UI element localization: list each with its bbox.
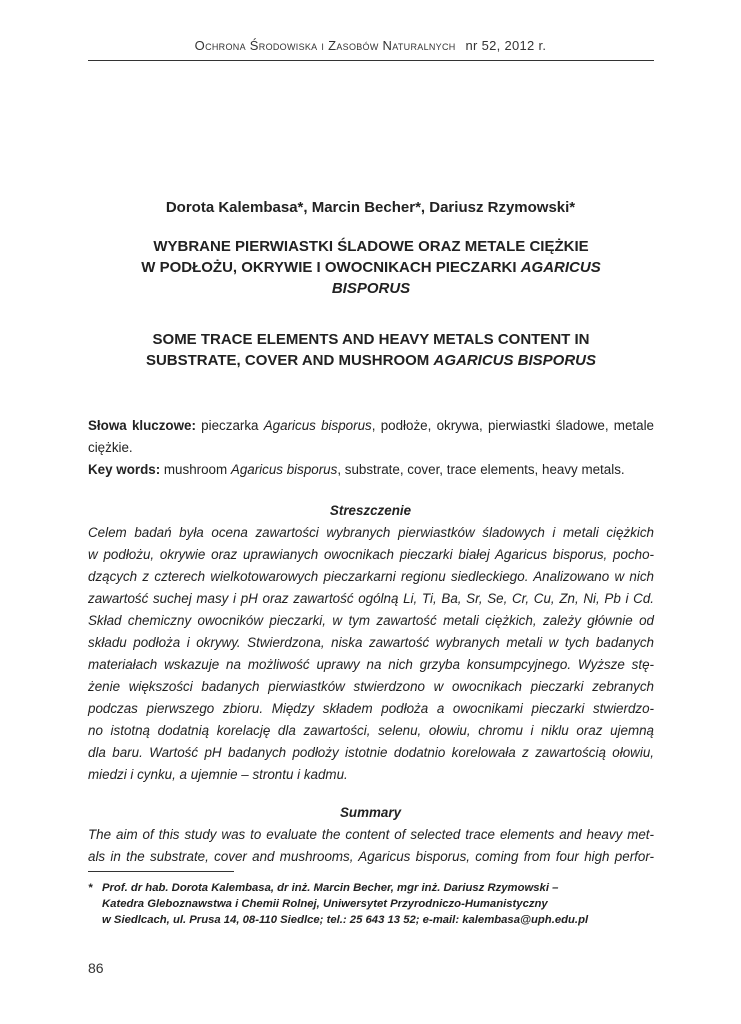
abstract-line: podczas pierwszego zbioru. Między składem podłoża a owocnikami pieczarki stwierdzo- (88, 701, 654, 716)
summary-heading: Summary (339, 805, 402, 820)
title-pl-line-2-text: W PODŁOŻU, OKRYWIE I OWOCNIKACH PIECZARKI (141, 259, 521, 276)
keywords-en-italic: Agaricus bisporus (230, 462, 338, 477)
summary-line: The aim of this study was to evaluate the content of selected trace elements and heavy met- (88, 827, 654, 842)
footnote-divider (88, 871, 234, 872)
summary-line: als in the substrate, cover and mushrooms, Agaricus bisporus, coming from four high perfor- (88, 849, 654, 864)
keywords-en-after: , substrate, cover, trace elements, heavy metals. (337, 462, 625, 477)
title-pl-line-3 (88, 278, 654, 299)
abstract-line: w podłożu, okrywie oraz uprawianych owocnikach pieczarki białej Agaricus bisporus, pocho- (88, 547, 654, 562)
abstract-line: żenie większości badanych pierwiastków stwierdzono w owocnikach pieczarki zebranych (88, 679, 654, 694)
running-header (0, 38, 741, 53)
abstract-line: składu podłoża i okrywy. Stwierdzona, niska zawartość wybranych metali w tych badanych (88, 635, 654, 650)
abstract-line: miedzi i cynku, a ujemnie – strontu i kadmu. (88, 767, 348, 782)
footnote-line: Katedra Gleboznawstwa i Chemii Rolnej, Uniwersytet Przyrodniczo-Humanistyczny (102, 898, 548, 910)
footnote-line: w Siedlcach, ul. Prusa 14, 08-110 Siedlce; tel.: 25 643 13 52; e-mail: kalembasa@uph.edu.pl (102, 914, 589, 926)
abstract-line: Celem badań była ocena zawartości wybranych pierwiastków śladowych i metali ciężkich (88, 525, 654, 540)
header-divider (88, 60, 654, 61)
abstract-line: dla baru. Wartość pH badanych podłoży istotnie dodatnio korelowała z zawartością ołowiu, (88, 745, 654, 760)
footnote (88, 880, 658, 928)
footnote-line: Prof. dr hab. Dorota Kalembasa, dr inż. Marcin Becher, mgr inż. Dariusz Rzymowski – (102, 882, 559, 894)
abstract-line: dzących z czterech wielkotowarowych pieczarkarni regionu siedleckiego. Analizowano w nich (88, 569, 654, 584)
page-number: 86 (88, 960, 104, 976)
title-en-line-2-text: SUBSTRATE, COVER AND MUSHROOM (145, 352, 434, 369)
keywords-polish (88, 415, 654, 459)
authors: Dorota Kalembasa*, Marcin Becher*, Dariusz Rzymowski* (165, 199, 576, 216)
title-en-line-1: SOME TRACE ELEMENTS AND HEAVY METALS CONTENT IN (152, 331, 590, 348)
keywords-en-before: mushroom (160, 462, 231, 477)
keywords-pl-before: pieczarka (195, 418, 264, 433)
keywords-pl-label: Słowa kluczowe: (88, 418, 196, 433)
abstract-line: zawartość suchej masy i pH oraz zawartość ogólną Li, Ti, Ba, Sr, Se, Cr, Cu, Zn, Ni, Pb i Cd. (88, 591, 654, 606)
abstract-heading: Streszczenie (329, 503, 412, 518)
abstract-line: materiałach wskazuje na możliwość uprawy na nich grzyba konsumpcyjnego. Wyższe stę- (88, 657, 654, 672)
footnote-marker: * (88, 882, 93, 894)
title-en-line-2-italic: AGARICUS BISPORUS (433, 352, 597, 369)
title-pl-line-3-italic: BISPORUS (331, 280, 411, 297)
abstract-line: no istotną dodatnią korelację dla zawartości, selenu, ołowiu, chromu i niklu oraz ujemną (88, 723, 654, 738)
title-pl-line-1: WYBRANE PIERWIASTKI ŚLADOWE ORAZ METALE CIĘŻKIE (153, 238, 589, 255)
keywords-en-label: Key words: (88, 462, 161, 477)
title-pl-line-2-italic: AGARICUS (520, 259, 601, 276)
abstract-line: Skład chemiczny owocników pieczarki, w tym zawartość metali ciężkich, zależy głównie od (88, 613, 654, 628)
journal-name: Ochrona Środowiska i Zasobów Naturalnych (194, 38, 456, 53)
issue-info: nr 52, 2012 r. (465, 38, 547, 53)
keywords-pl-italic: Agaricus bisporus (263, 418, 372, 433)
title-english (88, 329, 654, 371)
keywords-english (88, 459, 654, 481)
title-polish (88, 236, 654, 299)
keywords-pl-after: , podłoże, okrywa, pierwiastki śladowe, metale ciężkie. (88, 418, 654, 455)
title-pl-line-2 (88, 257, 654, 278)
title-en-line-2 (88, 350, 654, 371)
